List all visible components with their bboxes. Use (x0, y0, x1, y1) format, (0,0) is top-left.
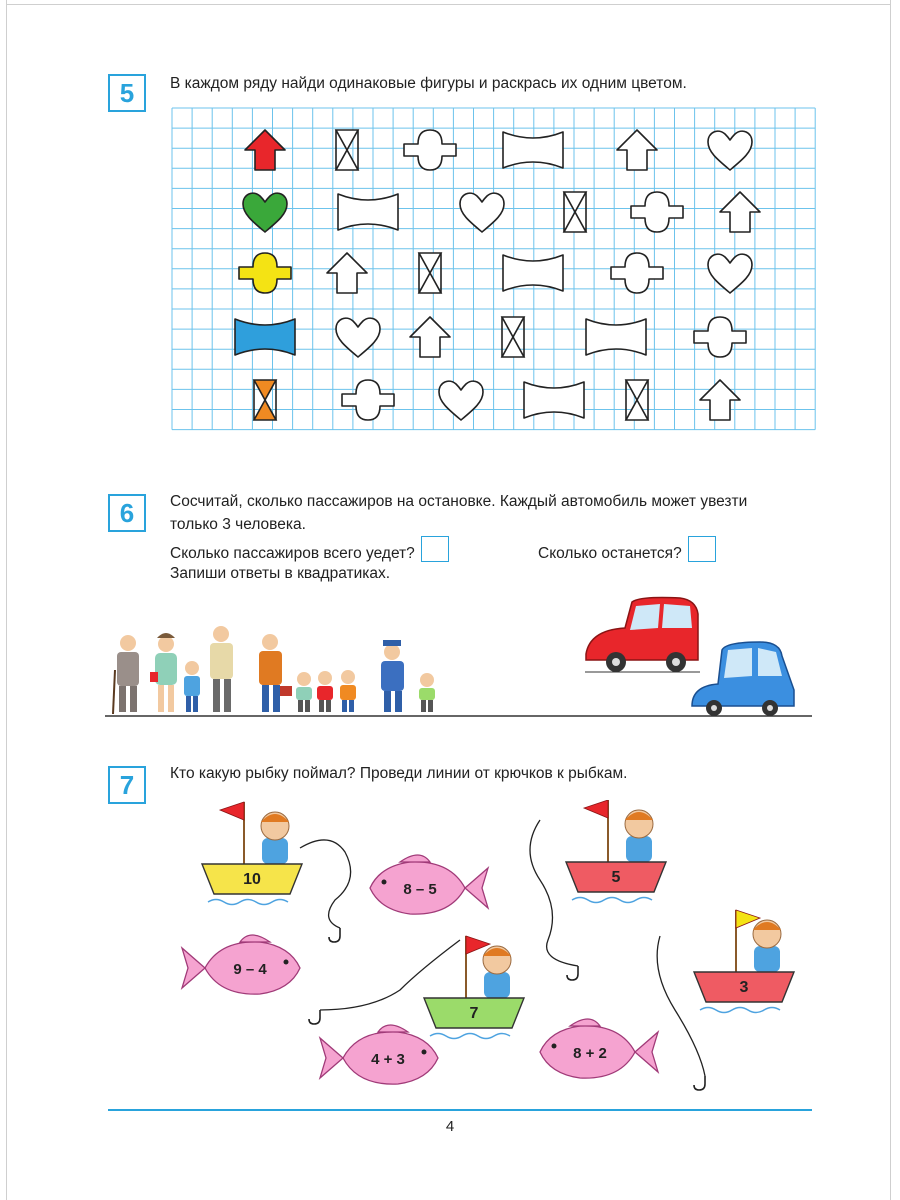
passenger (210, 626, 233, 712)
arrow-shape[interactable] (617, 130, 657, 170)
answer-box-remaining[interactable] (688, 536, 716, 562)
boat-number: 5 (611, 869, 621, 886)
fish-expression: 4 + 3 (371, 1051, 405, 1068)
task-5-number: 5 (108, 74, 146, 112)
cross-shape[interactable] (342, 380, 394, 420)
cross-shape[interactable] (404, 130, 456, 170)
fish-expression: 9 – 4 (233, 961, 267, 978)
task-5-instruction: В каждом ряду найди одинаковые фигуры и раскрась их одним цветом. (170, 75, 687, 92)
cross-shape[interactable] (631, 192, 683, 232)
shape-grid (0, 0, 900, 460)
cross-shape[interactable] (694, 317, 746, 357)
fish[interactable] (370, 855, 488, 914)
fishing-boat (566, 800, 666, 903)
fishing-line[interactable] (657, 936, 705, 1076)
hourglass-shape[interactable] (502, 317, 524, 357)
page-number: 4 (445, 1118, 455, 1135)
passenger (381, 640, 404, 712)
task-6-number: 6 (108, 494, 146, 532)
question-remaining-wrap (538, 536, 716, 565)
fishing-boat (202, 802, 302, 905)
bowtie-shape[interactable] (586, 319, 646, 355)
bowtie-shape[interactable] (524, 382, 584, 418)
fish-expression: 8 + 2 (573, 1045, 607, 1062)
hourglass-shape[interactable] (419, 253, 441, 293)
blue-car (692, 642, 794, 716)
arrow-shape (245, 130, 285, 170)
bus-stop-scene (0, 590, 900, 720)
cross-shape (239, 253, 291, 293)
fish-expression: 8 – 5 (403, 881, 437, 898)
boat-number: 7 (469, 1005, 479, 1022)
arrow-shape[interactable] (410, 317, 450, 357)
hook-icon[interactable] (329, 928, 340, 942)
bowtie-shape (235, 319, 295, 355)
fisher-body (484, 972, 510, 998)
task-6-line-4: Запиши ответы в квадратиках. (170, 565, 391, 582)
passenger (296, 672, 312, 712)
cross-shape[interactable] (611, 253, 663, 293)
task-6-questions (170, 536, 747, 562)
fish[interactable] (320, 1025, 438, 1084)
hook-icon[interactable] (694, 1076, 705, 1090)
fisher-body (754, 946, 780, 972)
passenger (340, 670, 356, 712)
bowtie-shape[interactable] (503, 255, 563, 291)
hourglass-shape[interactable] (626, 380, 648, 420)
fishing-line[interactable] (300, 840, 351, 928)
bowtie-shape[interactable] (338, 194, 398, 230)
footer-line (108, 1109, 812, 1111)
red-car (586, 598, 698, 673)
task-6-line-2: только 3 человека. (170, 516, 306, 533)
fishing-boat (694, 910, 794, 1013)
hook-icon[interactable] (567, 966, 578, 980)
fisher-body (626, 836, 652, 862)
question-remaining: Сколько останется? (538, 545, 682, 562)
flag-icon (584, 800, 608, 818)
flag-icon (220, 802, 244, 820)
fishing-scene (0, 800, 900, 1100)
fisher-body (262, 838, 288, 864)
passenger (150, 633, 177, 712)
hourglass-shape[interactable] (336, 130, 358, 170)
bowtie-shape[interactable] (503, 132, 563, 168)
passenger (419, 673, 435, 712)
task-6-instruction (170, 490, 747, 585)
arrow-shape[interactable] (720, 192, 760, 232)
passenger (184, 661, 200, 712)
task-7-number: 7 (108, 766, 146, 804)
hook-icon[interactable] (309, 1010, 320, 1024)
answer-box-total[interactable] (421, 536, 449, 562)
fish[interactable] (540, 1019, 658, 1078)
passenger (113, 635, 139, 714)
arrow-shape[interactable] (700, 380, 740, 420)
passenger (259, 634, 292, 712)
task-6-line-1: Сосчитай, сколько пассажиров на остановке. Каждый автомобиль может увезти (170, 493, 748, 510)
boat-number: 3 (739, 979, 749, 996)
question-total: Сколько пассажиров всего уедет? (170, 545, 415, 562)
boat-number: 10 (243, 871, 261, 888)
task-7-instruction: Кто какую рыбку поймал? Проведи линии от крючков к рыбкам. (170, 765, 628, 782)
fishing-line[interactable] (530, 820, 578, 966)
hourglass-shape[interactable] (564, 192, 586, 232)
passenger (317, 671, 333, 712)
heart-shape[interactable] (460, 193, 504, 232)
heart-shape (243, 193, 287, 232)
heart-shape[interactable] (439, 381, 483, 420)
fish[interactable] (182, 935, 300, 994)
fishing-boat (424, 936, 524, 1039)
